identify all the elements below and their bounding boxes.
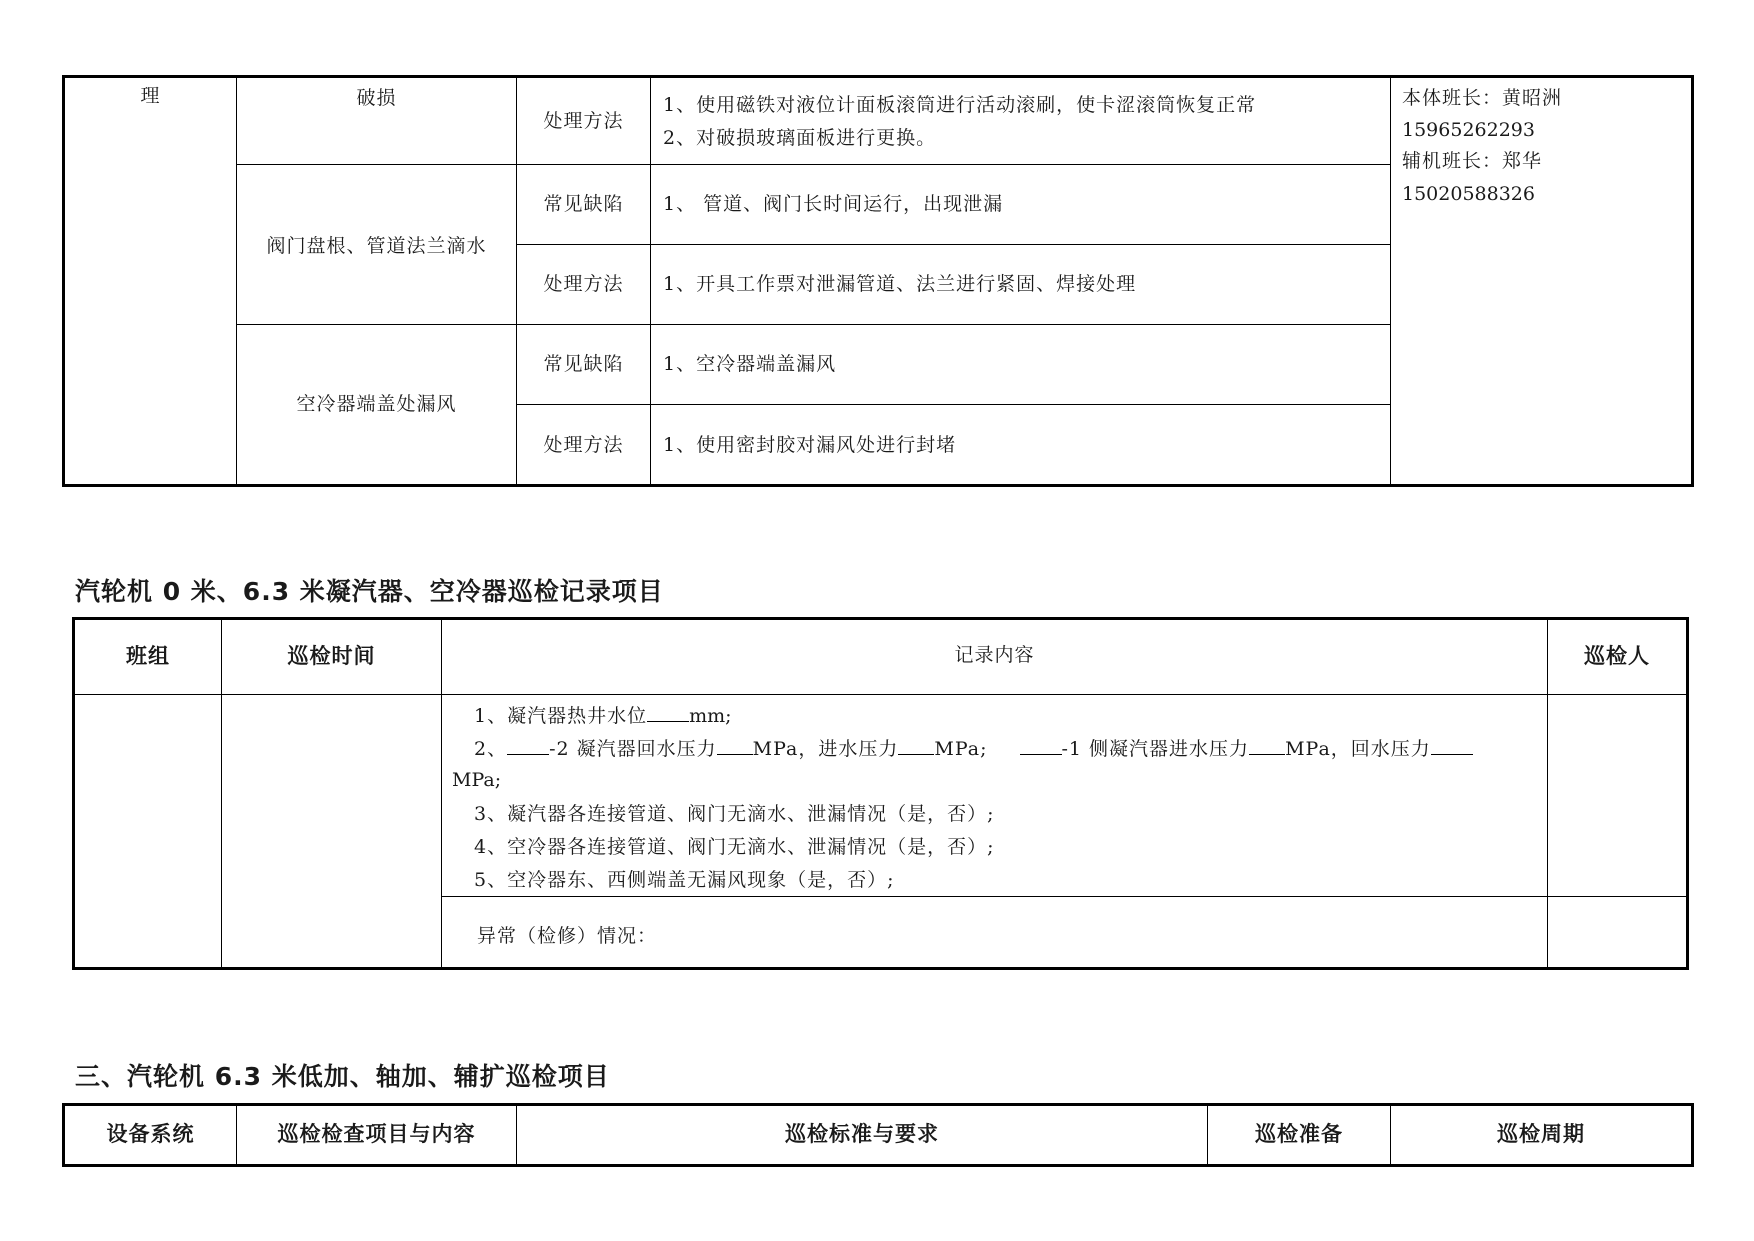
header-cycle: 巡检周期 bbox=[1497, 1122, 1585, 1146]
header-check-items: 巡检检查项目与内容 bbox=[277, 1122, 476, 1146]
side-inlet-pressure-blank[interactable] bbox=[1249, 738, 1285, 755]
record-item-2-prefix: 2、 bbox=[474, 738, 508, 760]
header-equipment-system: 设备系统 bbox=[106, 1122, 195, 1146]
item-damage: 破损 bbox=[356, 87, 397, 109]
contact-line-1: 本体班长：黄昭洲 bbox=[1402, 87, 1563, 109]
method-text: 1、使用密封胶对漏风处进行封堵 bbox=[663, 434, 957, 456]
item-aircooler-leak: 空冷器端盖处漏风 bbox=[296, 393, 457, 415]
contact-phone-1: 15965262293 bbox=[1402, 119, 1535, 141]
method-label: 处理方法 bbox=[543, 273, 624, 295]
method-label: 处理方法 bbox=[543, 434, 624, 456]
header-inspector: 巡检人 bbox=[1584, 644, 1650, 668]
item-valve-leak: 阀门盘根、管道法兰滴水 bbox=[266, 235, 487, 257]
method-line-2: 2、对破损玻璃面板进行更换。 bbox=[663, 127, 937, 149]
header-content: 记录内容 bbox=[954, 644, 1035, 666]
unit-blank-1[interactable] bbox=[507, 738, 549, 755]
section-title: 三、汽轮机 6.3 米低加、轴加、辅扩巡检项目 bbox=[75, 1062, 610, 1091]
header-time: 巡检时间 bbox=[287, 644, 376, 668]
defect-label: 常见缺陷 bbox=[543, 353, 624, 375]
record-item-3: 3、凝汽器各连接管道、阀门无滴水、泄漏情况（是，否）; bbox=[474, 803, 995, 825]
contact-phone-2: 15020588326 bbox=[1402, 183, 1535, 205]
header-team: 班组 bbox=[126, 644, 170, 668]
method-text: 1、开具工作票对泄漏管道、法兰进行紧固、焊接处理 bbox=[663, 273, 1137, 295]
return-pressure-blank[interactable] bbox=[717, 738, 753, 755]
defect-text: 1、 管道、阀门长时间运行，出现泄漏 bbox=[663, 193, 1004, 215]
unit-blank-2[interactable] bbox=[1020, 738, 1062, 755]
record-item-1-unit: mm; bbox=[689, 705, 732, 727]
record-item-1 bbox=[474, 705, 732, 726]
side-return-pressure-label: MPa，回水压力 bbox=[1285, 738, 1431, 760]
defect-label: 常见缺陷 bbox=[543, 193, 624, 215]
defect-text: 1、空冷器端盖漏风 bbox=[663, 353, 837, 375]
side-inlet-pressure-label: -1 侧凝汽器进水压力 bbox=[1061, 738, 1250, 760]
inlet-pressure-blank[interactable] bbox=[898, 738, 934, 755]
header-preparation: 巡检准备 bbox=[1255, 1122, 1343, 1146]
side-return-pressure-blank[interactable] bbox=[1431, 738, 1473, 755]
hotwell-level-blank[interactable] bbox=[647, 705, 689, 722]
return-pressure-label: -2 凝汽器回水压力 bbox=[549, 738, 717, 760]
inlet-pressure-label: MPa，进水压力 bbox=[752, 738, 899, 760]
record-item-2-cont: MPa; bbox=[452, 769, 502, 791]
record-item-5: 5、空冷器东、西侧端盖无漏风现象（是，否）; bbox=[474, 869, 895, 891]
header-standards: 巡检标准与要求 bbox=[785, 1122, 939, 1146]
method-label: 处理方法 bbox=[543, 110, 624, 132]
method-line-1: 1、使用磁铁对液位计面板滚筒进行活动滚刷，使卡涩滚筒恢复正常 bbox=[663, 94, 1257, 116]
unit-mpa: MPa; bbox=[934, 738, 988, 760]
record-item-4: 4、空冷器各连接管道、阀门无滴水、泄漏情况（是，否）; bbox=[474, 836, 995, 858]
contact-line-2: 辅机班长：郑华 bbox=[1402, 150, 1543, 172]
abnormal-label: 异常（检修）情况： bbox=[477, 925, 658, 947]
category-cell: 理 bbox=[140, 85, 161, 107]
record-item-1-text: 1、凝汽器热井水位 bbox=[474, 705, 648, 727]
section-title: 汽轮机 0 米、6.3 米凝汽器、空冷器巡检记录项目 bbox=[75, 577, 664, 606]
record-item-2 bbox=[474, 738, 1473, 759]
